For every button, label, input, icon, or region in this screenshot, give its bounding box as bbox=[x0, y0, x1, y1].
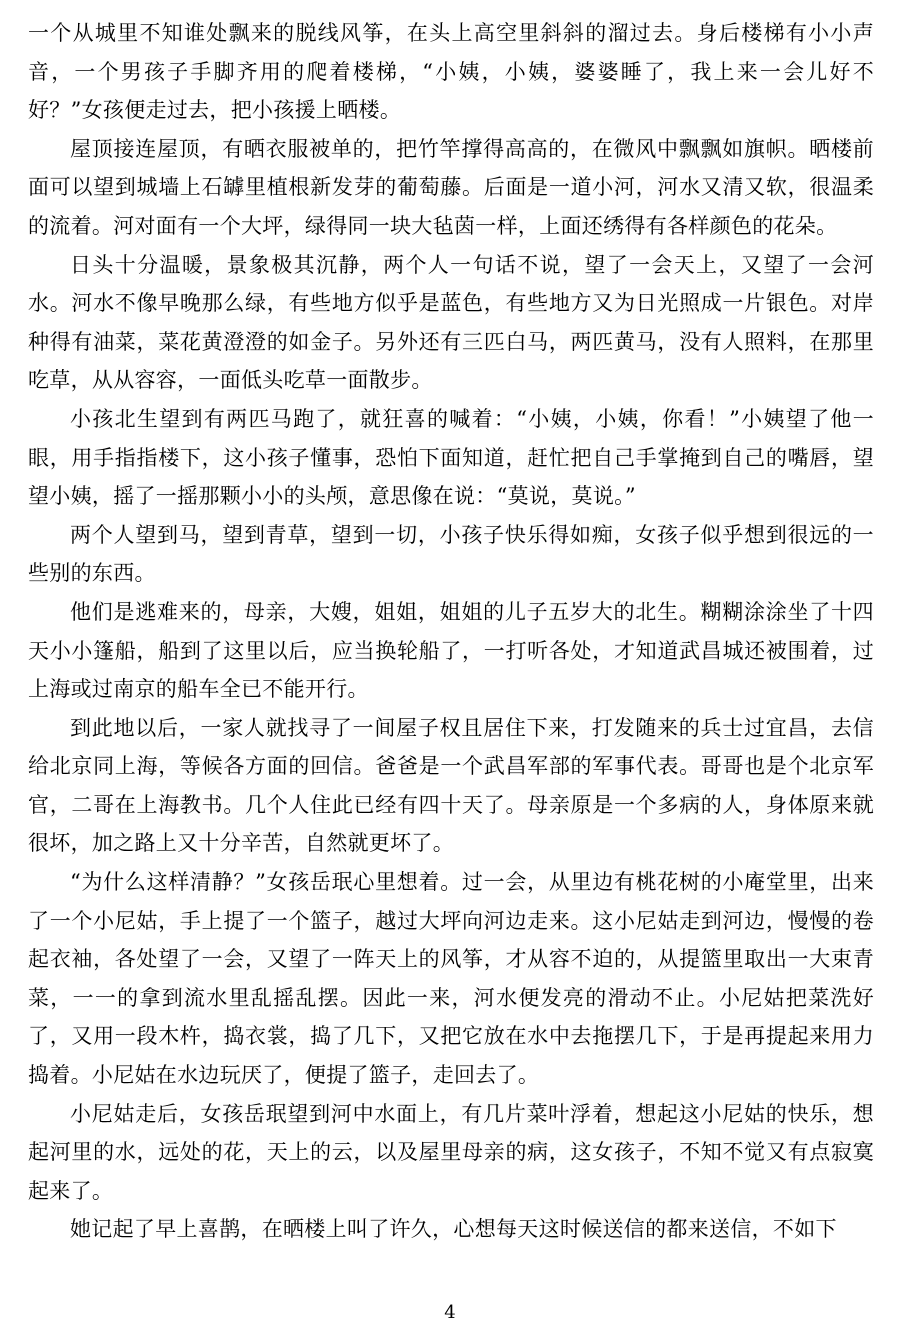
paragraph-10: 她记起了早上喜鹊，在晒楼上叫了许久，心想每天这时候送信的都来送信，不如下 bbox=[70, 1217, 837, 1242]
body-text bbox=[28, 14, 874, 1249]
paragraph-4: 小孩北生望到有两匹马跑了，就狂喜的喊着：“小姨，小姨，你看！”小姨望了他一眼，用手指指楼下，这小孩子懂事，恐怕下面知道，赶忙把自己手掌掩到自己的嘴唇，望望小姨，摇了一摇那颗小小的头颅，意思像在说：“莫说，莫说。” bbox=[28, 406, 874, 509]
paragraph-8: “为什么这样清静？”女孩岳珉心里想着。过一会，从里边有桃花树的小庵堂里，出来了一个小尼姑，手上提了一个篮子，越过大坪向河边走来。这小尼姑走到河边，慢慢的卷起衣袖，各处望了一会，又望了一阵天上的风筝，才从容不迫的，从提篮里取出一大束青菜，一一的拿到流水里乱摇乱摆。因此一来，河水便发亮的滑动不止。小尼姑把菜洗好了，又用一段木杵，捣衣裳，捣了几下，又把它放在水中去拖摆几下，于是再提起来用力捣着。小尼姑在水边玩厌了，便提了篮子，走回去了。 bbox=[28, 870, 874, 1088]
page-number: 4 bbox=[444, 1302, 456, 1323]
paragraph-5: 两个人望到马，望到青草，望到一切，小孩子快乐得如痴，女孩子似乎想到很远的一些别的东西。 bbox=[28, 522, 874, 586]
paragraph-6: 他们是逃难来的，母亲，大嫂，姐姐，姐姐的儿子五岁大的北生。糊糊涂涂坐了十四天小小篷船，船到了这里以后，应当换轮船了，一打听各处，才知道武昌城还被围着，过上海或过南京的船车全已不能开行。 bbox=[28, 599, 874, 702]
paragraph-1: 一个从城里不知谁处飘来的脱线风筝，在头上高空里斜斜的溜过去。身后楼梯有小小声音，一个男孩子手脚齐用的爬着楼梯，“小姨，小姨，婆婆睡了，我上来一会儿好不好？”女孩便走过去，把小孩援上晒楼。 bbox=[28, 21, 874, 123]
paragraph-7: 到此地以后，一家人就找寻了一间屋子权且居住下来，打发随来的兵士过宜昌，去信给北京同上海，等候各方面的回信。爸爸是一个武昌军部的军事代表。哥哥也是个北京军官，二哥在上海教书。几个人住此已经有四十天了。母亲原是一个多病的人，身体原来就很坏，加之路上又十分辛苦，自然就更坏了。 bbox=[28, 715, 874, 856]
paragraph-9: 小尼姑走后，女孩岳珉望到河中水面上，有几片菜叶浮着，想起这小尼姑的快乐，想起河里的水，远处的花，天上的云，以及屋里母亲的病，这女孩子，不知不觉又有点寂寞起来了。 bbox=[28, 1101, 874, 1203]
paragraph-3: 日头十分温暖，景象极其沉静，两个人一句话不说，望了一会天上，又望了一会河水。河水不像早晚那么绿，有些地方似乎是蓝色，有些地方又为日光照成一片银色。对岸种得有油菜，菜花黄澄澄的如金子。另外还有三匹白马，两匹黄马，没有人照料，在那里吃草，从从容容，一面低头吃草一面散步。 bbox=[28, 252, 874, 393]
paragraph-2: 屋顶接连屋顶，有晒衣服被单的，把竹竿撑得高高的，在微风中飘飘如旗帜。晒楼前面可以望到城墙上石罅里植根新发芽的葡萄藤。后面是一道小河，河水又清又软，很温柔的流着。河对面有一个大坪，绿得同一块大毡茵一样，上面还绣得有各样颜色的花朵。 bbox=[28, 136, 874, 238]
